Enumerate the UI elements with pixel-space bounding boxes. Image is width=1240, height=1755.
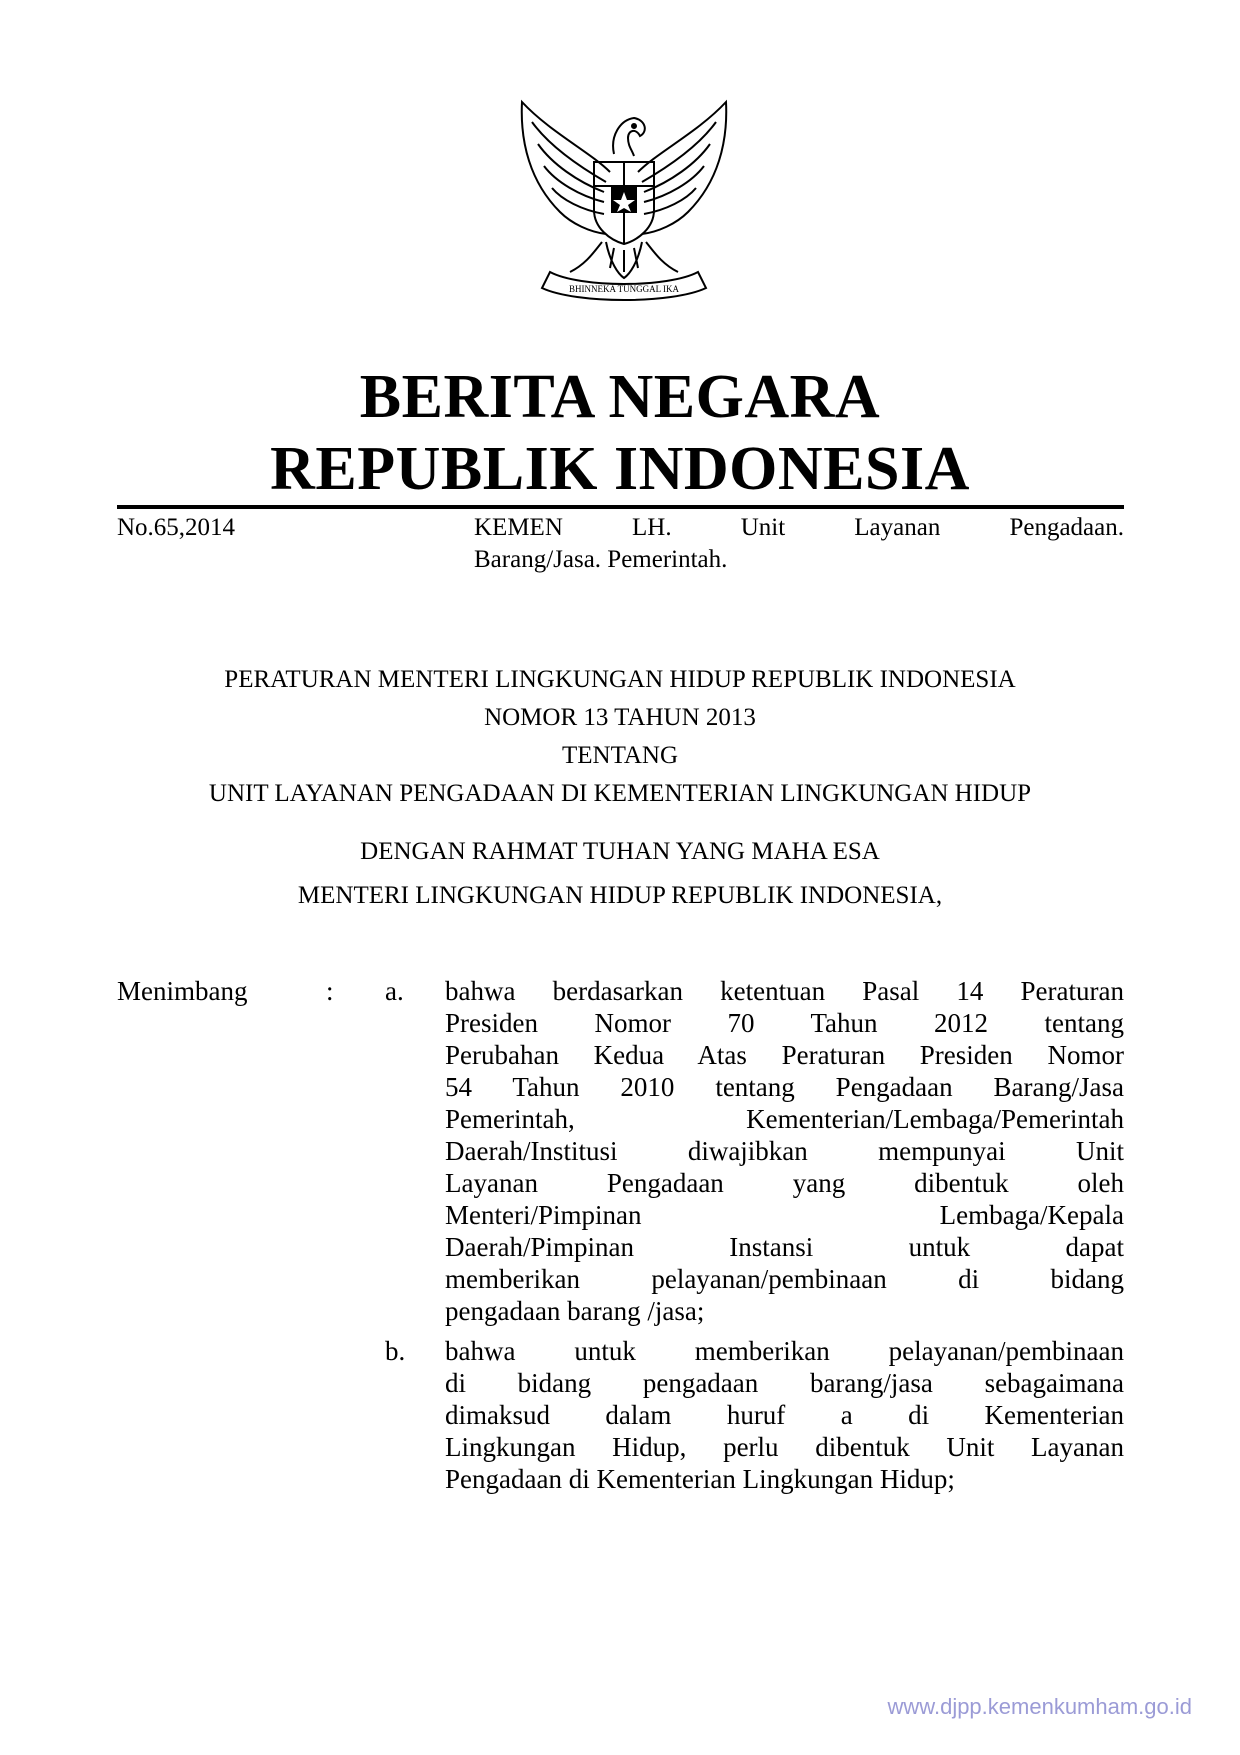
item-letter: b.: [385, 1336, 406, 1366]
regulation-subject: UNIT LAYANAN PENGADAAN DI KEMENTERIAN LINGKUNGAN HIDUP: [208, 780, 1032, 807]
text-line: Menteri/Pimpinan Lembaga/Kepala: [445, 1200, 1124, 1230]
gazette-title-line2: REPUBLIK INDONESIA: [270, 435, 970, 503]
considering-item-b: [445, 1335, 1124, 1495]
regulation-number: NOMOR 13 TAHUN 2013: [484, 704, 756, 731]
issuer: MENTERI LINGKUNGAN HIDUP REPUBLIK INDONESIA,: [297, 882, 943, 909]
svg-text:BHINNEKA TUNGGAL IKA: BHINNEKA TUNGGAL IKA: [569, 284, 679, 294]
text-line: pengadaan barang /jasa;: [445, 1296, 705, 1326]
regulation-about: TENTANG: [561, 742, 679, 769]
gazette-topic-line1: KEMEN LH. Unit Layanan Pengadaan.: [474, 514, 1124, 541]
text-line: Perubahan Kedua Atas Peraturan Presiden Nomor: [445, 1040, 1124, 1070]
invocation: DENGAN RAHMAT TUHAN YANG MAHA ESA: [360, 838, 880, 865]
item-letter: a.: [385, 976, 404, 1006]
text-line: memberikan pelayanan/pembinaan di bidang: [445, 1264, 1124, 1294]
text-line: Lingkungan Hidup, perlu dibentuk Unit Layanan: [445, 1432, 1124, 1462]
text-line: bahwa untuk memberikan pelayanan/pembinaan: [445, 1336, 1124, 1366]
text-line: Pengadaan di Kementerian Lingkungan Hidup;: [445, 1464, 955, 1494]
gazette-number: No.65,2014: [117, 514, 236, 541]
footer-url-link[interactable]: www.djpp.kemenkumham.go.id: [887, 1694, 1192, 1719]
text-line: Layanan Pengadaan yang dibentuk oleh: [445, 1168, 1124, 1198]
text-line: bahwa berdasarkan ketentuan Pasal 14 Peraturan: [445, 976, 1124, 1006]
header-divider: [117, 505, 1124, 509]
text-line: Daerah/Pimpinan Instansi untuk dapat: [445, 1232, 1124, 1262]
text-line: Daerah/Institusi diwajibkan mempunyai Unit: [445, 1136, 1124, 1166]
considering-colon: :: [326, 976, 334, 1006]
text-line: Pemerintah, Kementerian/Lembaga/Pemerintah: [445, 1104, 1124, 1134]
text-line: dimaksud dalam huruf a di Kementerian: [445, 1400, 1124, 1430]
text-line: Presiden Nomor 70 Tahun 2012 tentang: [445, 1008, 1124, 1038]
text-line: di bidang pengadaan barang/jasa sebagaimana: [445, 1368, 1124, 1398]
text-line: 54 Tahun 2010 tentang Pengadaan Barang/Jasa: [445, 1072, 1124, 1102]
considering-item-a: [445, 975, 1124, 1327]
regulation-heading: PERATURAN MENTERI LINGKUNGAN HIDUP REPUBLIK INDONESIA: [224, 666, 1016, 693]
garuda-emblem-icon: [510, 92, 738, 310]
gazette-title-line1: BERITA NEGARA: [359, 363, 881, 431]
gazette-topic-line2: Barang/Jasa. Pemerintah.: [474, 546, 728, 573]
considering-label: Menimbang: [117, 976, 248, 1006]
